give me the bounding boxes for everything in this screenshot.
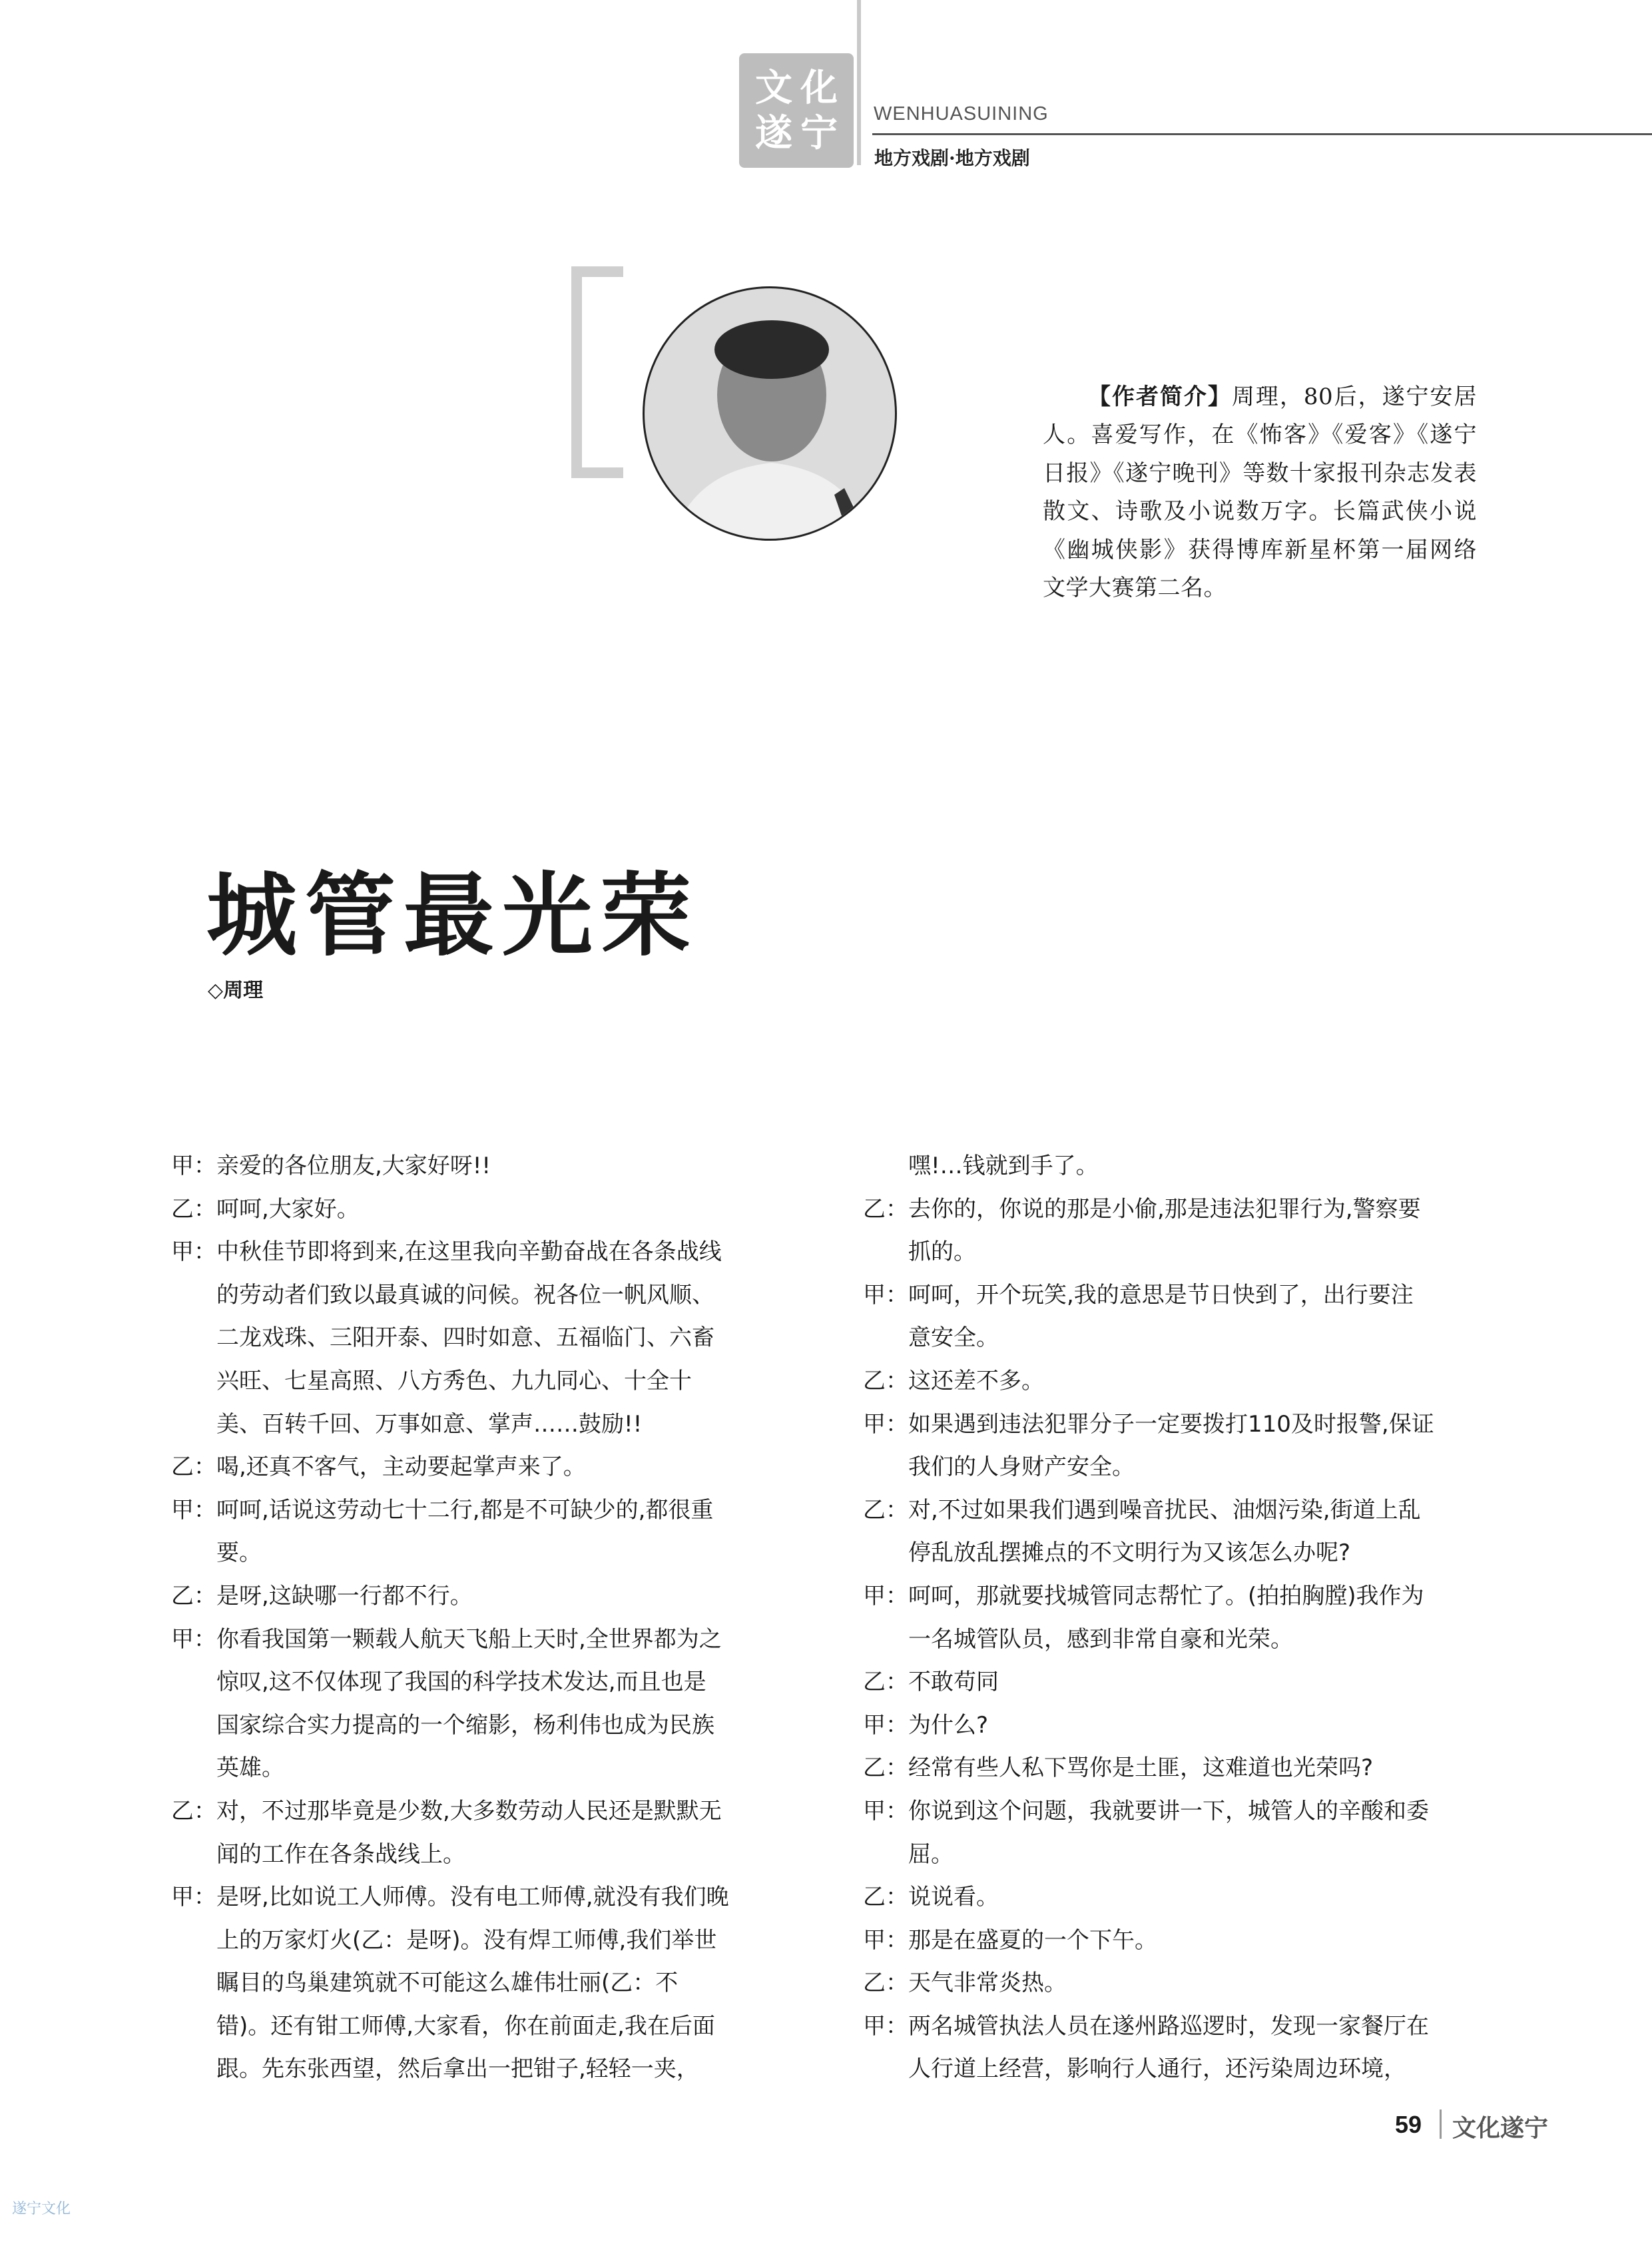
dialogue-line: [863, 1704, 1494, 1747]
dialogue-line: [171, 1790, 802, 1833]
dialogue-line: [863, 1833, 1494, 1876]
dialogue-line: [171, 1145, 802, 1188]
dialogue-text: 跟。先东张西望，然后拿出一把钳子,轻轻一夹，: [216, 2056, 699, 2083]
dialogue-line: [863, 1360, 1494, 1403]
bio-tag: 【作者简介】: [1088, 384, 1232, 410]
dialogue-text: 屈。: [908, 1840, 954, 1868]
dialogue-line: [863, 1532, 1494, 1575]
dialogue-text: 为什么?: [908, 1711, 989, 1739]
speaker-label: 甲：: [171, 1153, 216, 1179]
article-title: 城管最光荣: [206, 864, 699, 969]
dialogue-line: [863, 1403, 1494, 1446]
article-author: ◇周理: [208, 979, 264, 1002]
dialogue-text: 对,不过如果我们遇到噪音扰民、油烟污染,街道上乱: [908, 1496, 1421, 1524]
author-portrait: [643, 286, 897, 541]
dialogue-text: 是呀,比如说工人师傅。没有电工师傅,就没有我们晚: [216, 1884, 729, 1911]
dialogue-text: 一名城管队员，感到非常自豪和光荣。: [908, 1625, 1293, 1653]
dialogue-text: 的劳动者们致以最真诚的问候。祝各位一帆风顺、: [216, 1281, 714, 1308]
dialogue-line: [171, 1532, 802, 1575]
dialogue-text: 要。: [216, 1540, 262, 1567]
dialogue-line: [171, 1833, 802, 1876]
dialogue-line: [171, 1618, 802, 1661]
speaker-label: 甲：: [863, 1797, 908, 1824]
dialogue-text: 闻的工作在各条战线上。: [216, 1840, 465, 1868]
speaker-label: 甲：: [863, 1582, 908, 1609]
seal-char: 遂: [755, 111, 792, 155]
dialogue-line: [863, 1790, 1494, 1833]
dialogue-line: [171, 1360, 802, 1403]
speaker-label: 甲：: [863, 1281, 908, 1308]
dialogue-line: [171, 1919, 802, 1962]
speaker-label: [863, 1618, 908, 1661]
dialogue-line: [863, 1145, 1494, 1188]
portrait-silhouette: [645, 288, 897, 541]
dialogue-text: 对，不过那毕竟是少数,大多数劳动人民还是默默无: [216, 1797, 722, 1824]
dialogue-text: 这还差不多。: [908, 1367, 1044, 1394]
dialogue-text: 上的万家灯火(乙：是呀)。没有焊工师傅,我们举世: [216, 1926, 717, 1954]
speaker-label: 乙：: [863, 1755, 908, 1782]
dialogue-text: 停乱放乱摆摊点的不文明行为又该怎么办呢?: [908, 1540, 1351, 1567]
dialogue-text: 兴旺、七星高照、八方秀色、九九同心、十全十: [216, 1367, 692, 1394]
dialogue-text: 天气非常炎热。: [908, 1970, 1067, 1997]
speaker-label: [171, 1274, 216, 1317]
watermark: 遂宁文化: [12, 2200, 71, 2217]
dialogue-text: 美、百转千回、万事如意、掌声……鼓励!!: [216, 1410, 643, 1438]
dialogue-text: 亲爱的各位朋友,大家好呀!!: [216, 1153, 491, 1179]
speaker-label: [171, 1747, 216, 1790]
dialogue-line: [863, 2048, 1494, 2091]
dialogue-text: 喝,还真不客气，主动要起掌声来了。: [216, 1454, 586, 1481]
dialogue-text: 嘿!…钱就到手了。: [908, 1153, 1099, 1179]
dialogue-line: [863, 1876, 1494, 1919]
dialogue-line: [171, 1316, 802, 1360]
dialogue-line: [863, 1661, 1494, 1704]
speaker-label: [863, 1231, 908, 1274]
speaker-label: [863, 1145, 908, 1188]
dialogue-text: 呵呵，开个玩笑,我的意思是节日快到了，出行要注: [908, 1281, 1414, 1308]
speaker-label: 甲：: [171, 1239, 216, 1266]
dialogue-line: [863, 1274, 1494, 1317]
dialogue-text: 中秋佳节即将到来,在这里我向辛勤奋战在各条战线: [216, 1239, 722, 1266]
speaker-label: [171, 1403, 216, 1446]
speaker-label: [171, 1661, 216, 1704]
dialogue-text: 两名城管执法人员在遂州路巡逻时，发现一家餐厅在: [908, 2012, 1429, 2040]
logo-seal: [739, 53, 854, 168]
dialogue-line: [863, 1316, 1494, 1360]
dialogue-text: 错)。还有钳工师傅,大家看，你在前面走,我在后面: [216, 2012, 715, 2040]
dialogue-line: [171, 1188, 802, 1231]
dialogue-line: [171, 1661, 802, 1704]
dialogue-line: [863, 1188, 1494, 1231]
dialogue-text: 那是在盛夏的一个下午。: [908, 1926, 1157, 1954]
speaker-label: [171, 1316, 216, 1360]
speaker-label: 乙：: [171, 1582, 216, 1609]
dialogue-line: [863, 2005, 1494, 2048]
speaker-label: [171, 1962, 216, 2005]
dialogue-line: [863, 1489, 1494, 1532]
decorative-bracket: [571, 266, 623, 478]
speaker-label: [863, 1446, 908, 1489]
dialogue-text: 说说看。: [908, 1884, 999, 1911]
speaker-label: 甲：: [863, 2012, 908, 2040]
speaker-label: [171, 2005, 216, 2048]
speaker-label: [863, 1532, 908, 1575]
dialogue-line: [171, 1274, 802, 1317]
dialogue-line: [863, 1575, 1494, 1618]
dialogue-text: 呵呵,大家好。: [216, 1195, 360, 1223]
dialogue-text: 惊叹,这不仅体现了我国的科学技术发达,而且也是: [216, 1669, 706, 1696]
dialogue-text: 我们的人身财产安全。: [908, 1454, 1135, 1481]
dialogue-text: 英雄。: [216, 1755, 284, 1782]
speaker-label: 甲：: [171, 1496, 216, 1524]
speaker-label: [171, 2048, 216, 2091]
dialogue-text: 意安全。: [908, 1324, 999, 1352]
seal-char: 宁: [800, 111, 838, 155]
dialogue-line: [171, 1403, 802, 1446]
dialogue-line: [171, 1446, 802, 1489]
header-divider-vertical: [857, 0, 861, 165]
speaker-label: [171, 1704, 216, 1747]
speaker-label: 乙：: [863, 1195, 908, 1223]
text-column-right: [863, 1145, 1494, 2091]
footer-divider: [1440, 2109, 1442, 2139]
dialogue-line: [171, 1231, 802, 1274]
speaker-label: 甲：: [863, 1926, 908, 1954]
dialogue-text: 如果遇到违法犯罪分子一定要拨打110及时报警,保证: [908, 1410, 1434, 1438]
magazine-pinyin: WENHUASUINING: [874, 103, 1049, 125]
dialogue-line: [171, 1747, 802, 1790]
dialogue-text: 你说到这个问题，我就要讲一下，城管人的辛酸和委: [908, 1797, 1429, 1824]
speaker-label: 乙：: [171, 1195, 216, 1223]
dialogue-text: 国家综合实力提高的一个缩影，杨利伟也成为民族: [216, 1711, 714, 1739]
dialogue-text: 人行道上经营，影响行人通行，还污染周边环境，: [908, 2056, 1406, 2083]
dialogue-line: [863, 1919, 1494, 1962]
dialogue-line: [171, 1575, 802, 1618]
speaker-label: 乙：: [863, 1496, 908, 1524]
header-rule: [872, 133, 1652, 135]
speaker-label: [863, 1833, 908, 1876]
dialogue-line: [863, 1962, 1494, 2005]
dialogue-text: 去你的，你说的那是小偷,那是违法犯罪行为,警察要: [908, 1195, 1421, 1223]
speaker-label: [171, 1833, 216, 1876]
dialogue-line: [171, 2005, 802, 2048]
dialogue-text: 二龙戏珠、三阳开泰、四时如意、五福临门、六畜: [216, 1324, 714, 1352]
dialogue-line: [171, 1704, 802, 1747]
speaker-label: 甲：: [171, 1884, 216, 1911]
speaker-label: 乙：: [863, 1884, 908, 1911]
dialogue-line: [171, 1489, 802, 1532]
speaker-label: 甲：: [171, 1625, 216, 1653]
dialogue-text: 经常有些人私下骂你是土匪，这难道也光荣吗?: [908, 1755, 1374, 1782]
dialogue-line: [863, 1446, 1494, 1489]
speaker-label: 甲：: [863, 1711, 908, 1739]
seal-char: 文: [755, 66, 792, 110]
dialogue-line: [171, 1962, 802, 2005]
seal-char: 化: [800, 66, 838, 110]
speaker-label: [863, 1316, 908, 1360]
dialogue-text: 是呀,这缺哪一行都不行。: [216, 1582, 473, 1609]
dialogue-line: [863, 1231, 1494, 1274]
speaker-label: 乙：: [171, 1797, 216, 1824]
speaker-label: [171, 1919, 216, 1962]
speaker-label: 乙：: [863, 1367, 908, 1394]
speaker-label: 乙：: [863, 1970, 908, 1997]
dialogue-text: 不敢苟同: [908, 1669, 999, 1696]
speaker-label: 乙：: [171, 1454, 216, 1481]
author-bio: [1043, 378, 1477, 607]
footer-brand: 文化遂宁: [1452, 2114, 1549, 2142]
dialogue-text: 抓的。: [908, 1239, 976, 1266]
dialogue-line: [171, 1876, 802, 1919]
text-column-left: [171, 1145, 802, 2091]
bio-text: 周理，80后，遂宁安居人。喜爱写作，在《怖客》《爱客》《遂宁日报》《遂宁晚刊》等数十家报刊杂志发表散文、诗歌及小说数万字。长篇武侠小说《幽城侠影》获得博库新星杯第一届网络文学大赛第二名。: [1043, 384, 1478, 602]
dialogue-text: 呵呵，那就要找城管同志帮忙了。(拍拍胸膛)我作为: [908, 1582, 1424, 1609]
dialogue-text: 瞩目的鸟巢建筑就不可能这么雄伟壮丽(乙：不: [216, 1970, 679, 1997]
dialogue-text: 你看我国第一颗载人航天飞船上天时,全世界都为之: [216, 1625, 722, 1653]
speaker-label: 甲：: [863, 1410, 908, 1438]
dialogue-line: [171, 2048, 802, 2091]
page-number: 59: [1395, 2111, 1422, 2138]
dialogue-text: 呵呵,话说这劳动七十二行,都是不可缺少的,都很重: [216, 1496, 714, 1524]
dialogue-line: [863, 1747, 1494, 1790]
speaker-label: [171, 1360, 216, 1403]
speaker-label: [171, 1532, 216, 1575]
speaker-label: [863, 2048, 908, 2091]
dialogue-line: [863, 1618, 1494, 1661]
section-label: 地方戏剧·地方戏剧: [874, 147, 1030, 169]
speaker-label: 乙：: [863, 1669, 908, 1696]
